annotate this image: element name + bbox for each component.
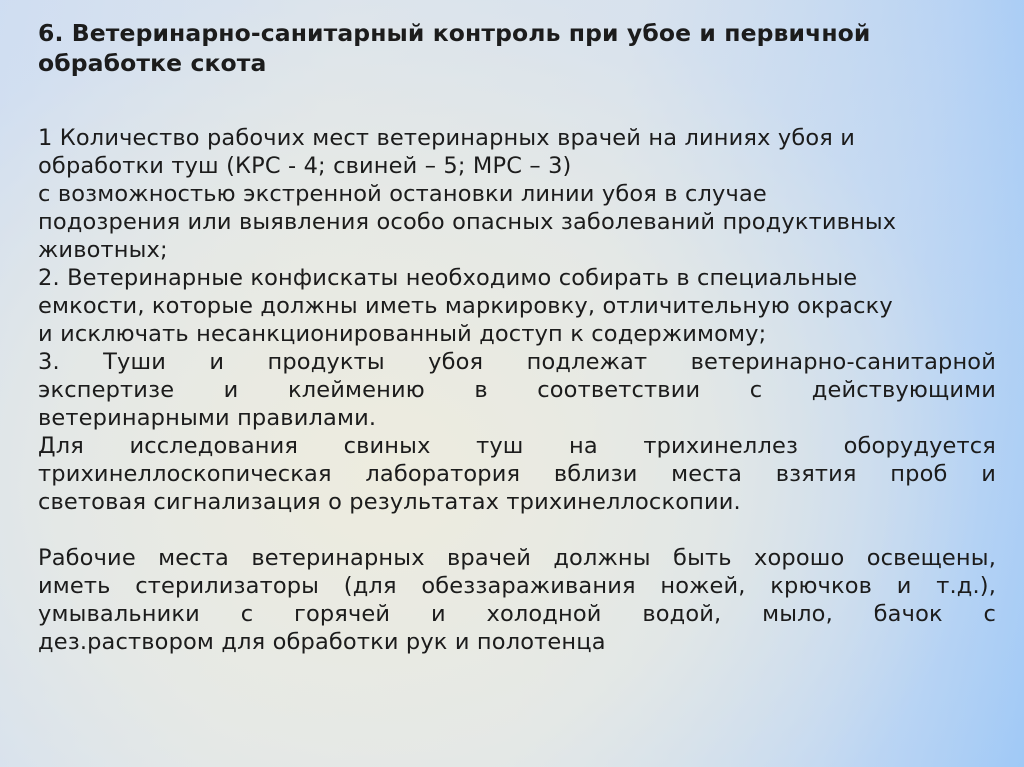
slide-body — [38, 124, 996, 656]
text-line: и исключать несанкционированный доступ к содержимому; — [38, 321, 767, 347]
text-line: Для исследования свиных туш на трихинеллез оборудуется — [38, 433, 996, 459]
paragraph-workplaces — [38, 544, 996, 656]
title-line: 6. Ветеринарно-санитарный контроль при убое и первичной — [38, 19, 871, 47]
text-line: умывальники с горячей и холодной водой, мыло, бачок с — [38, 601, 996, 627]
text-line: экспертизе и клеймению в соответствии с действующими — [38, 377, 996, 403]
paragraph-requirements — [38, 124, 996, 516]
text-line: Рабочие места ветеринарных врачей должны быть хорошо освещены, — [38, 545, 996, 571]
slide — [38, 18, 996, 757]
text-line: ветеринарными правилами. — [38, 405, 377, 431]
text-line: 2. Ветеринарные конфискаты необходимо собирать в специальные — [38, 265, 858, 291]
text-line: обработки туш (КРС - 4; свиней – 5; МРС – 3) — [38, 153, 572, 179]
text-line: трихинеллоскопическая лаборатория вблизи места взятия проб и — [38, 461, 996, 487]
title-line: обработке скота — [38, 49, 267, 77]
paragraph-gap — [38, 516, 996, 544]
text-line: животных; — [38, 237, 168, 263]
slide-title — [38, 18, 996, 78]
text-line: емкости, которые должны иметь маркировку, отличительную окраску — [38, 293, 893, 319]
text-line: подозрения или выявления особо опасных заболеваний продуктивных — [38, 209, 897, 235]
text-line: световая сигнализация о результатах трихинеллоскопии. — [38, 489, 741, 515]
text-line: иметь стерилизаторы (для обеззараживания ножей, крючков и т.д.), — [38, 573, 996, 599]
text-line: 1 Количество рабочих мест ветеринарных врачей на линиях убоя и — [38, 125, 856, 151]
text-line: дез.раствором для обработки рук и полотенца — [38, 629, 606, 655]
text-line: 3. Туши и продукты убоя подлежат ветеринарно-санитарной — [38, 349, 996, 375]
text-line: с возможностью экстренной остановки линии убоя в случае — [38, 181, 767, 207]
